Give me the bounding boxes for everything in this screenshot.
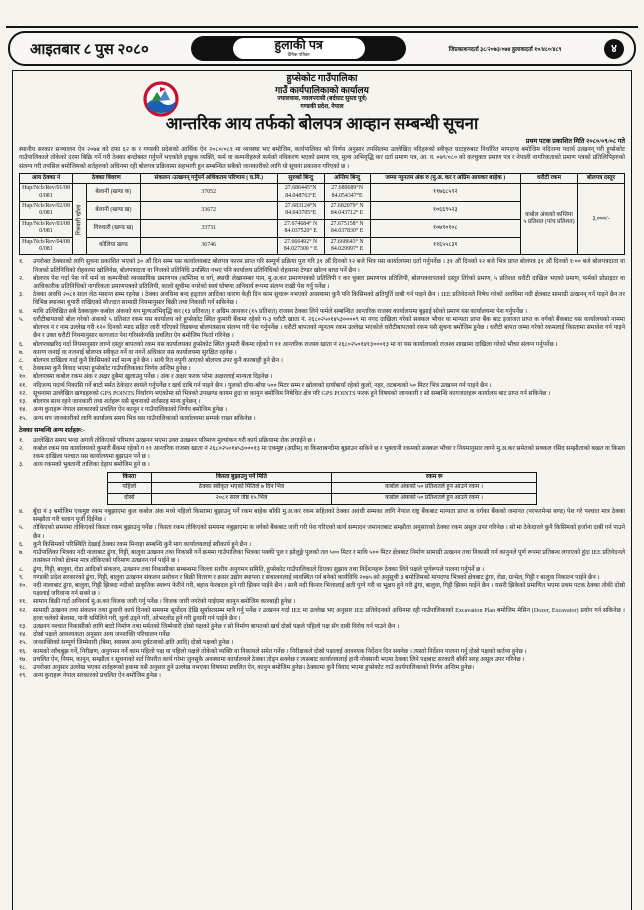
term-text: गाउँपालिका भित्रका नदी नालाबाट ढुंगा, गिट्टी, बालुवा उत्खनन तथा निकासी गर्ने क्रममा गाउँपालिका भित्रका पक्की पुल र झोलुङ्गे पुलको तल ५०० मिटर र माथि ५०० मिटर क्षेत्रबाट निर्माण सामाग्री उत्खनन तथा निकासी गर्न कानुनले पूर्ण रूपमा प्रतिबन्ध लगाएको हुंदा IEE प्रतिवेदनले तत्संकन गरेको क्षेत्रमा मात्र तोकिएको परिमाण उत्खनन गर्न पाईने छ । <box>33 550 625 565</box>
end-lng: 84.029997° E <box>330 245 364 252</box>
start-lng: 84.048763°E <box>285 192 317 199</box>
deposit-note: कबोल अंकको कम्तिमा ५ प्रतिशत (पांच प्रतिशत) <box>521 184 578 255</box>
contract-no: Hup/Ncb/Rev/02/080/081 <box>20 202 73 220</box>
term-item <box>19 566 625 574</box>
term-number: ११. <box>19 599 27 606</box>
quantity: 36746 <box>140 237 277 255</box>
condition-text: बोलपत्र दाखिला गर्दा कुनै किसिमको शर्त मान्य हुने छैन । साथै रित नपुगी आएको बोलपत्र उपर कुनै कारबाही हुने छैन । <box>33 357 283 364</box>
condition-text: कारण जनाई वा नजनाई बोलपत्र स्वीकृत गर्ने वा नगर्ने अधिकार यस कार्यालयमा सुरक्षित रहनेछ । <box>33 349 237 356</box>
term-text: ढुंगा, गिट्टी, बालुवा, रोडा आदिको संकलन, उत्खनन तथा निकासीका सम्बन्धमा जिल्ला स्तरीय अनुगमन समिति, हुप्सेकोट गाउँपालिकाले दिएका सुझाव तथा निर्देशनहरू ठेक्का लिने पक्षले पूर्णरूपले पालना गर्नुपर्ने छ । <box>33 566 485 573</box>
condition-number: ४. <box>19 308 24 315</box>
term-item <box>19 648 625 656</box>
term-number: १०. <box>19 582 27 589</box>
term-number: ८. <box>19 566 24 573</box>
condition-item <box>19 365 625 373</box>
condition-item <box>19 357 625 365</box>
start-point <box>277 237 324 255</box>
org-address: ज्यालवास, नवलपरासी (बर्दघाट सुस्ता पूर्व) <box>277 96 367 103</box>
masthead <box>8 31 636 66</box>
condition-number: ९. <box>19 366 24 373</box>
term-text: आय रकमको भुक्तानी तालिका देहाय बमोजिम हुने छ । <box>33 462 150 469</box>
tender-table-header-row <box>20 173 625 183</box>
condition-item <box>19 349 625 357</box>
col-quantity: संकलन /उत्खनन् गर्नुपर्ने अधिकतम परिणाम ( घ.मि.) <box>140 173 277 183</box>
end-lat: 27.682079° N <box>330 203 364 210</box>
end-lng: 84.043712° E <box>330 210 364 217</box>
condition-item <box>19 316 625 341</box>
term-text: तोकिएको समयमा तोकिएको किस्ता रकम बुझाउनु पर्नेछ । किस्ता रकम तोकिएको समयमा नबुझाएमा क वर्गको बैंकबाट जारी गरी पेश गरिएको कार्य सम्पादन जमानतबाट सम्झौता अनुसारको ठेक्का रकम असुल उपर गरिनेछ । सो मा ठेकेदारले कुनै किसिमको हर्जाना दाबी गर्न पाउने छैन । <box>33 525 625 540</box>
condition-item <box>19 406 625 414</box>
section-name: कोलिया खण्ड <box>87 237 141 255</box>
installment-date: २०८१ साल जेष्ठ १५ भित्र <box>151 494 332 505</box>
start-lng: 84.027300 ° E <box>283 245 318 252</box>
start-lng: 84.043705°E <box>285 210 317 217</box>
term-item <box>19 672 625 680</box>
start-point <box>277 184 324 202</box>
term-number: १४. <box>19 632 27 639</box>
condition-number: ३. <box>19 292 24 299</box>
condition-number: ७. <box>19 349 24 356</box>
table-row <box>20 184 625 202</box>
condition-text: माथि उल्लिखित सबै ठेक्काहरू कबोल अंकको थप मूल्यअभिवृद्धि कर (१३ प्रतिशत) र अग्रिम आयकर (१५ प्रतिशत) राजस्व ठेक्का लिने फर्मले सम्बन्धित आन्तरिक राजस्व कार्यालयमा बुझाई सोको प्रमाण यस कार्यालयमा पेश गर्नुपर्नेछ । <box>33 308 528 315</box>
end-point <box>324 202 370 220</box>
start-point <box>277 219 324 237</box>
term-item <box>19 508 625 524</box>
condition-item <box>19 291 625 307</box>
notice-title: आन्तरिक आय तर्फको बोलपत्र आव्हान सम्बन्धी सूचना <box>165 113 479 133</box>
condition-item <box>19 258 625 274</box>
term-text: कबोल रकम यस कार्यालयको कुमारी बैंकमा रहेको ग ११ आन्तरिक राजस्व खाता नं २६८०२५०१४५३०००१३ मा एकमुष्ट (अग्रीम) वा किस्ताबन्दीमा बुझाउन सकिने छ र भुक्तानी रकमको सक्कल भौचर र नियमानुसार लाग्ने मु.अ.कर समेतको सक्कल रसिद सम्झौताको बखत वा किस्ता रकम दाखिला पश्चात यस कार्यालयमा बुझाउन पर्ने छ । <box>33 445 626 461</box>
term-item <box>19 631 625 639</box>
term-text: कामको जाँचबुझ गर्ने, निरीक्षण, अनुगमन गर्ने काम पहिलो पक्ष वा पहिलो पक्षले तोकेको व्यक्ति वा निकायले समेत गर्नेछ । निरीक्षकले दोस्रो पक्षलाई आवश्यक निर्देशन दिन सक्नेछ । त्यस्तो निर्देशन पालना गर्नु दोस्रो पक्षको कर्तव्य हुनेछ । <box>33 648 527 655</box>
term-number: ७. <box>19 550 24 557</box>
condition-item <box>19 373 625 381</box>
masthead-date: आइतबार ८ पुस २०८० <box>30 41 149 58</box>
col-deposit: धरौटी रकम <box>521 173 578 183</box>
end-point <box>324 237 370 255</box>
conditions-list <box>19 258 625 422</box>
tender-fee: ३,०००/- <box>578 184 625 255</box>
installment-amount: कबोल अंकको ५० प्रतिशतले हुन आउने रकम । <box>332 494 537 505</box>
other-terms-heading: ठेक्का सम्बन्धि अन्य शर्तहरू:- <box>19 426 86 434</box>
contract-no: Hup/Ncb/Rev/01/080/081 <box>20 184 73 202</box>
condition-item <box>19 341 625 349</box>
term-number: १. <box>19 437 24 444</box>
term-item <box>19 607 625 623</box>
term-item <box>19 524 625 540</box>
installment-name: दोस्रो <box>108 494 152 505</box>
term-text: सामाग्री उत्खनन तथा संकलन तथा ढुवानी कार्य दिनको समयमा सूर्योदय देखि सूर्यास्तसम्म मात्रै गर्नु पर्नेछ र उत्खनन गर्दा IEE मा उल्लेख भए अनुसार IEE प्रतिवेदनको अधिनमा रही गाउँपालिकाको Excavation Plan बमोजिम मेसिन (Dozer, Excavator) प्रयोग गर्न सकिनेछ । हावा चलेको बेलामा, पानी धमिलिने गरी, धुलो उड्ने गरी, ओभरलोड हुने गरी ढुवानी गर्न पाईने छैन । <box>33 607 625 622</box>
col-due-date: किस्ता बुझाउनु पर्ने मिति <box>151 472 332 483</box>
condition-item <box>19 382 625 390</box>
condition-text: उपरोक्त ठेक्काको लागि सुचना प्रकाशित भएको ३० औं दिन सम्म यस कार्यालयबाट बोलपत्र फारम प्राप्त गरि सम्पूर्ण प्रक्रिया पुरा गरि ३१ औं दिनको १२ बजे भित्र यस कार्यालयमा दर्ता गर्नुपर्नेछ । ३१ औं दिनको १२ बजे भित्र प्राप्त बोलपत्र ३१ औं दिनको १:०० बजे बोलपत्रदाता वा निजको प्रतिनिधिको रोहवरमा खोलिनेछ, बोलपत्रदाता वा निजको प्रतिनिधि उपस्थित नभए पनि कार्यालय प्रतिनिधिको रोहवरमा टेण्डर खोल्न बाधा पर्ने छैन । <box>33 259 625 274</box>
start-lat: 27.674684° N <box>284 220 318 227</box>
term-text: उपरोक्त अनुसार उल्लेख भएका शर्तहरूको हकमा यसै अनुसार हुने उल्लेख नभएका विषयमा प्रचलित ऐन, कानुन बमोजिम हुनेछ। ठेक्कामा कुनै विवाद भएमा हुप्सेकोट गाउँ कार्यपालिकाको निर्णय अन्तिम हुनेछ। <box>33 665 475 672</box>
org-province: गण्डकी प्रदेश, नेपाल <box>300 103 344 110</box>
condition-number: २. <box>19 275 24 282</box>
other-terms-list-part2 <box>19 508 625 681</box>
other-terms-list-part1 <box>19 437 625 470</box>
col-start-point: सुरुको बिन्दु <box>277 173 324 183</box>
term-number: १३. <box>19 624 27 631</box>
col-min-amount: जम्मा न्युनतम अंक रु (मु.अ. कर र अग्रिम आयकर बाहेक ) <box>370 173 520 183</box>
start-point <box>277 202 324 220</box>
term-number: १५. <box>19 640 27 647</box>
condition-item <box>19 415 625 423</box>
term-text: सामान बिक्री गर्दा अनिवार्य मु.अ.कर विजक जारी गर्नु पर्नेछ । विजक जारी नगरेको पाईएमा कानुन बमोजिम कारबाही हुनेछ । <box>33 599 296 606</box>
registration-numbers: जिप्रकाशनदर्ता ३८/२०७३/०७४ हुलाकदर्ता १०/४८०/४८९ <box>448 46 562 53</box>
term-number: १८. <box>19 665 27 672</box>
nepal-emblem-icon <box>141 76 181 120</box>
col-end-point: अन्तिम बिन्दु <box>324 173 370 183</box>
term-item <box>19 639 625 647</box>
quantity: 33731 <box>140 219 277 237</box>
col-contract-no: आय ठेक्का नं <box>20 173 73 183</box>
condition-item <box>19 390 625 398</box>
term-text: दोस्रो पक्षले आवश्यकता अनुसार अन्य जनशक्ति परिचालन गर्नेछ <box>33 632 170 639</box>
min-amount: ११७६८५९२ <box>370 184 520 202</box>
section-name: गिरुवारी (खण्ड ख) <box>87 219 141 237</box>
condition-item <box>19 275 625 291</box>
paper-name-inner <box>233 38 365 59</box>
end-lat: 27.675158° N <box>330 220 364 227</box>
condition-text: ठेक्कामा कुनै विवाद भएमा हुप्सेकोट गाउँपालिकाका निर्णय अन्तिम हुनेछ । <box>33 366 191 373</box>
condition-text: सूचनामा उल्लेखित खण्डहरुको GPS POINTS निर्धारण भएकोमा सो भित्रको उपखण्ड कायम हुदा वा कानुन बमोजिम निषेधित क्षेत्र परि GPS POINTS फरक हुने विषयको जानकारी र सो सम्बन्धि कागजातहरू कार्यालय बाट प्राप्त गर्न सकिनेछ । <box>33 390 551 397</box>
condition-number: १३. <box>19 399 27 406</box>
col-installment: किस्ता <box>108 472 152 483</box>
term-item <box>19 461 625 469</box>
term-text: बुँदा नं ३ बमोजिम एकमुष्ट रकम नबुझाएमा कुल कबोल अंक मध्ये पहिलो किस्तामा बुझाउनु पर्ने रकम बाहेक बाँकी मु.अ.कर रकम सहितको ठेक्का अवधी सम्मका लागि नेपाल राष्ट्र बैंकबाट मान्यता प्राप्त क वर्गका बैंकको जमानत (परफरमेन्स बण्ड) पेश गरे पश्चात मात्र ठेक्का सम्झौता गरी चलान पूर्जी दिईनेछ । <box>33 508 625 524</box>
paper-subtitle: दैनिक पत्रिका <box>287 51 310 57</box>
term-number: ९. <box>19 574 24 581</box>
end-lat: 27.668643° N <box>330 238 364 245</box>
condition-item <box>19 308 625 316</box>
condition-text: अन्य थप जानकारीको लागि कार्यालय समय भित्र यस गाउँपालिकाको कार्यालयमा सम्पर्क राख्न सकिनेछ । <box>33 415 256 422</box>
condition-text: नदिजन्य पदार्थ निकासि गर्ने बाटो मर्मत ठेकेदार स्वयंले गर्नुपर्नेछ र खर्च दाबि गर्न पाइने छैन । पुलको दाँया-बाँया ५०० मिटर सम्म र खोलाको दायाँबायाँ रहेको कुलो, नहर, तटबन्धको ५० मिटर भित्र उत्खनन गर्न पाइने छैन । <box>33 382 492 389</box>
end-point <box>324 184 370 202</box>
term-number: ५. <box>19 525 24 532</box>
term-item <box>19 582 625 598</box>
installment-date: ठेक्का स्वीकृत भएको मितिले ७ दिन भित्र <box>151 483 332 494</box>
term-item <box>19 549 625 565</box>
min-amount: ११६५५८३१ <box>370 237 520 255</box>
min-amount: १०७९०१०८ <box>370 219 520 237</box>
condition-number: १०. <box>19 374 27 381</box>
term-item <box>19 598 625 606</box>
condition-text: ठेक्का अवधि २०८१ साल जेठ मसान्त सम्म रहनेछ । ठेक्का अवधिमा बन्द हड्ताल आदिका कारण केही दिन काम सुचारू नभएको अवस्थामा कुनै पनि किसिमको क्षतिपूर्ति दाबी गर्न पाइने छैन । IEE प्रतिवेदनले निषेध गरेको अवधिमा नदी क्षेत्रबाट सामाग्री उत्खनन् गर्न पाइने छैन तर विभिन्न स्थानमा थुपारी राखिएको मौज्दात सामाग्री नियमानुसार बिक्री तथा निकासी गर्न सकिनेछ । <box>33 292 625 307</box>
section-name: बेलानी (खण्ड ख) <box>87 202 141 220</box>
paper-name-pill <box>191 36 406 61</box>
installment-amount: कबोल अंकको ५० प्रतिशतले हुन आउने रकम । <box>332 483 537 494</box>
col-fee: बोलपत्र दस्तुर <box>578 173 625 183</box>
contract-no: Hup/Ncb/Rev/04/080/081 <box>20 237 73 255</box>
paper-name: हुलाकी पत्र <box>274 38 323 53</box>
term-item <box>19 574 625 582</box>
condition-number: १२. <box>19 390 27 397</box>
tender-table <box>19 173 625 255</box>
condition-text: अन्य कुराहरू नेपाल सरकारको प्रचलित ऐन कानून र गाउँपालिकाको निर्णय बमोजिम हुनेछ । <box>33 407 228 414</box>
top-rule <box>6 26 638 28</box>
condition-number: १. <box>19 259 24 266</box>
col-amount: रकम रू <box>332 472 537 483</box>
term-item <box>19 541 625 549</box>
installment-table <box>107 472 537 505</box>
condition-number: ८. <box>19 357 24 364</box>
term-number: ३. <box>19 462 24 469</box>
condition-number: १५. <box>19 415 27 422</box>
published-date: प्रथम पटक प्रकाशित मिति २०८०/०९/०८ गते <box>525 137 625 145</box>
page-number-badge: ४ <box>604 39 624 59</box>
quantity: 37052 <box>140 184 277 202</box>
start-lat: 27.686445°N <box>284 185 317 192</box>
term-number: ६. <box>19 541 24 548</box>
end-lng: 84.037830° E <box>330 228 364 235</box>
condition-text: बोलपत्रमा कबोल रकम अंक र अक्षर दुबैमा खुलाउनु पर्नेछ । अंक र अक्षर फरक परेमा अक्षरलाई मान्यता दिइनेछ । <box>33 374 273 381</box>
term-item <box>19 623 625 631</box>
start-lng: 84.037520° E <box>284 228 317 235</box>
river-name: गिरुवारी खोला <box>73 184 87 255</box>
term-number: १६. <box>19 648 27 655</box>
installment-name: पहिलो <box>108 483 152 494</box>
term-number: १९. <box>19 673 27 680</box>
condition-text: बोलपत्र साथ रहने जानकारी तथा शर्तहरू यसै सूचनाको शर्तसरह मान्य हुनेछन् । <box>33 399 201 406</box>
condition-text: बोलपत्र पेश गर्दा पेश गर्ने फर्म वा कम्पनीको व्यवसायिक प्रमाणपत्र (कम्तिमा घ वर्ग, स्थायी लेखानम्बर पान, मु.अ.कर प्रमाणपत्रको प्रतिलिपी र कर चुक्ता प्रमाणपत्र प्रतिलिपी, बोलपत्रवापतको दस्तुर तिरेको प्रमाण, ५ प्रतिशत धरौटी दाखिल भएको प्रमाण, फर्मको प्रोप्राइटर वा आधिकारीक प्रतिनिधिको नागरिकता प्रमाणपत्रको प्रतिलिपी, कालो सूचीमा नपरेको स्वयं घोषणा अनिवार्य रूपमा संलग्न राखी पेश गर्नु पर्नेछ । <box>33 275 625 290</box>
installment-row <box>108 494 537 505</box>
condition-text: धरौटीबापतको बोल गरेको अंकको ५ प्रतिशत रकम यस कार्यालय को हुप्सेकोट स्थित कुमारी बैंकमा रहेको ग-३ धरौटी खाता नं. २६८०२५०१४५३००००९ मा नगद दाखिला गरेको सक्कल भौचर वा मान्यता प्राप्त बैंक बाट इजाजत प्राप्त क वर्गको बैंकबाट यस कार्यालयको नाममा बोलपत्र नं र नाम उल्लेख गरी १२० दिनको म्याद सहित जारी गरिएको विडबण्ड बोलपत्रसाथ संलग्न गरी पेश गर्नुपर्नेछ । धरौटी बापतको न्यूनतम रकम उल्लेख भएकोले धरौटीबापतको रकम यसै सुचना बमोजिम हुनेछ । धरौटी बापत जम्मा गरेको रकमलाई किस्तामा समावेश गर्न पाइने छैन र उक्त धरौटी नियमानुसार कागजात पेश गरिसकेपछि प्रचलित ऐन बमोजिम फिर्ता गरिनेछ । <box>33 316 625 340</box>
term-number: २. <box>19 445 24 452</box>
term-text: जनशक्तिको सम्पूर्ण जिम्मेवारी (बिमा, स्वास्थ्य अन्य दुर्घटनाको क्षति आदि) दोस्रो पक्षको हुनेछ । <box>33 640 234 647</box>
installment-row <box>108 483 537 494</box>
condition-item <box>19 398 625 406</box>
term-text: अन्य कुराहरू नेपाल सरकारको प्रचलित ऐन बमोजिम हुनेछ । <box>33 673 161 680</box>
quantity: 33672 <box>140 202 277 220</box>
condition-number: १४. <box>19 407 27 414</box>
term-text: कुनै किसिमको परिस्थिति देखाई ठेक्का रकम मिनाहा सम्बन्धि कुनै माग कार्यालयलाई स्वीकार्य हुने छैन । <box>33 541 252 548</box>
condition-number: ११. <box>19 382 27 389</box>
org-name: हुप्सेकोट गाउँपालिका <box>286 74 358 84</box>
notice-box <box>12 70 632 910</box>
term-text: नदी नालाबाट ढुंगा, बालुवा, गिट्टी झिक्दा नदीको प्राकृतिक स्वरूप फेरीने गरी, बहाव फेरबदल हुने गरी झिक्न पाईने छैन । साथै नदी किनार भित्तालाई क्षती पुग्ने गरी वा भूक्षय हुने गरी ढुंगा, बालुवा, गिट्टी झिक्न पाईने छैन । यसरी झिकेको प्रमाणित भएमा प्रथम पटक ठेक्का तोकी दोस्रो पक्षलाई जरिवाना गर्न सक्ने छ । <box>33 582 625 598</box>
start-lat: 27.683124°N <box>284 203 317 210</box>
term-text: उल्लेखित समय भन्दा अगावै तोकिएको परिमाण उत्खनन भएमा उक्त उत्खनन परिमाण मुल्यांकन गरी कार्य प्रक्रियामा रोक लगाईने छ । <box>33 437 316 444</box>
condition-number: ५. <box>19 316 24 323</box>
contract-no: Hup/Ncb/Rev/03/080/081 <box>20 219 73 237</box>
term-text: प्रचलित ऐन, नियम, कानुन, सम्झौता र सूचनाको शर्त विपरीत कार्य गरेमा जुनसुकै अवस्थामा कार्यालयले ठेक्का तोड्न सक्नेछ र त्यसबाट कार्यालयलाई हानी नोक्सानी भएमा ठेक्का लिने पक्षबाट सरकारी बाँकी सरह असूल उपर गरिनेछ । <box>33 656 525 663</box>
org-office: गाउँ कार्यपालिकाको कार्यालय <box>275 85 369 96</box>
start-lat: 27.666492° N <box>284 238 318 245</box>
term-item <box>19 445 625 461</box>
term-number: १२. <box>19 607 27 614</box>
col-contract-detail: ठेक्का विवरण <box>73 173 141 183</box>
term-text: गण्डकी प्रदेश सरकारको ढुंगा, गिट्टी, बालुवा उत्खनन संकलन प्रशोधन र बिक्री वितरण र क्रसर उद्योग स्थापना र संचालनलाई व्यवस्थित गर्न बनेको कार्यविधि २०७५ को अनुसूची ३ बमोजिमको मापदण्ड भित्रको क्षेत्रबाट ढुंगा, रोडा, ग्राभेल, गिट्टी र बालुवा निकाल्न पाईने छैन । <box>33 574 600 581</box>
term-number: ४. <box>19 508 24 515</box>
min-amount: १०६६९५२३ <box>370 202 520 220</box>
intro-paragraph: स्थानीय सरकार सञ्चालन ऐन २०७४ को दफा ६२ क र गण्डकी प्रदेशको आर्थिक ऐन २०८०/०८१ मा व्यवस्था भए बमोजिम, कार्यपालिका को निर्णय अनुसार तपसिलमा उल्लेखित नदिहरुको स्वीकृत घाटहरुबाट निर्धारित मापदण्ड बमोजिम नदिजन्य पदार्थ उत्खनन् गरी हुप्सेकोट गाउँपालिकाले तोकेको दरमा बिक्रि गर्ने गरी ठेक्का बन्दोबस्त गर्नुपर्ने भएकोले इच्छुक व्यक्ति, फर्म वा कम्पनीहरुले फर्मको नविकरण भएको प्रमाण पत्र, मुल्य अभिवृद्धि कर दर्ता प्रमाण पत्र, आ. व. ०७९/०८० को करचुक्ता प्रमाण पत्र र नेपाली नागरिकताको प्रमाण पत्रको प्रतिलिपिहरुको संलग्न गरी तपसिल बमोजिमको शर्तहरुको अधिनमा रही बोलपत्र प्रक्रियामा सहभागी हुन सम्बन्धित सबैको जानकारीको लागि यो सूचना प्रकाशन गरिएको छ । <box>19 146 625 170</box>
end-lat: 27.689689°N <box>331 185 363 192</box>
term-item <box>19 437 625 445</box>
condition-text: बोलपत्रखरिद गर्दा नियमानुसार लाग्ने दस्तुर बापतको रकम यस कार्यालयका हुप्सेकोट स्थित कुमारी बैंकमा रहेको ग ११ आन्तरिक राजस्व खाता नं २६८०२५०१४१३०००१३ मा वा यस कार्यालयको राजश्व शाखामा दाखिला गरेको भौचर संलग्न गर्नुपर्नेछ । <box>33 341 558 348</box>
installment-header-row <box>108 472 537 483</box>
section-name: बेलानी (खण्ड क) <box>87 184 141 202</box>
condition-number: ६. <box>19 341 24 348</box>
end-point <box>324 219 370 237</box>
term-item <box>19 664 625 672</box>
term-number: १७. <box>19 656 27 663</box>
term-item <box>19 656 625 664</box>
term-text: उत्खनन पश्चात निकासीको लागि बाटो निर्माण तथा मर्मतको जिम्मेवारी दोस्रो पक्षको हुनेछ र सो निर्माण बापतको खर्च दोस्रो पक्षले पहिलो पक्ष सँग दाबी विरोध गर्न पाउने छैन । <box>33 624 400 631</box>
end-lng: 84.054347°E <box>331 192 363 199</box>
